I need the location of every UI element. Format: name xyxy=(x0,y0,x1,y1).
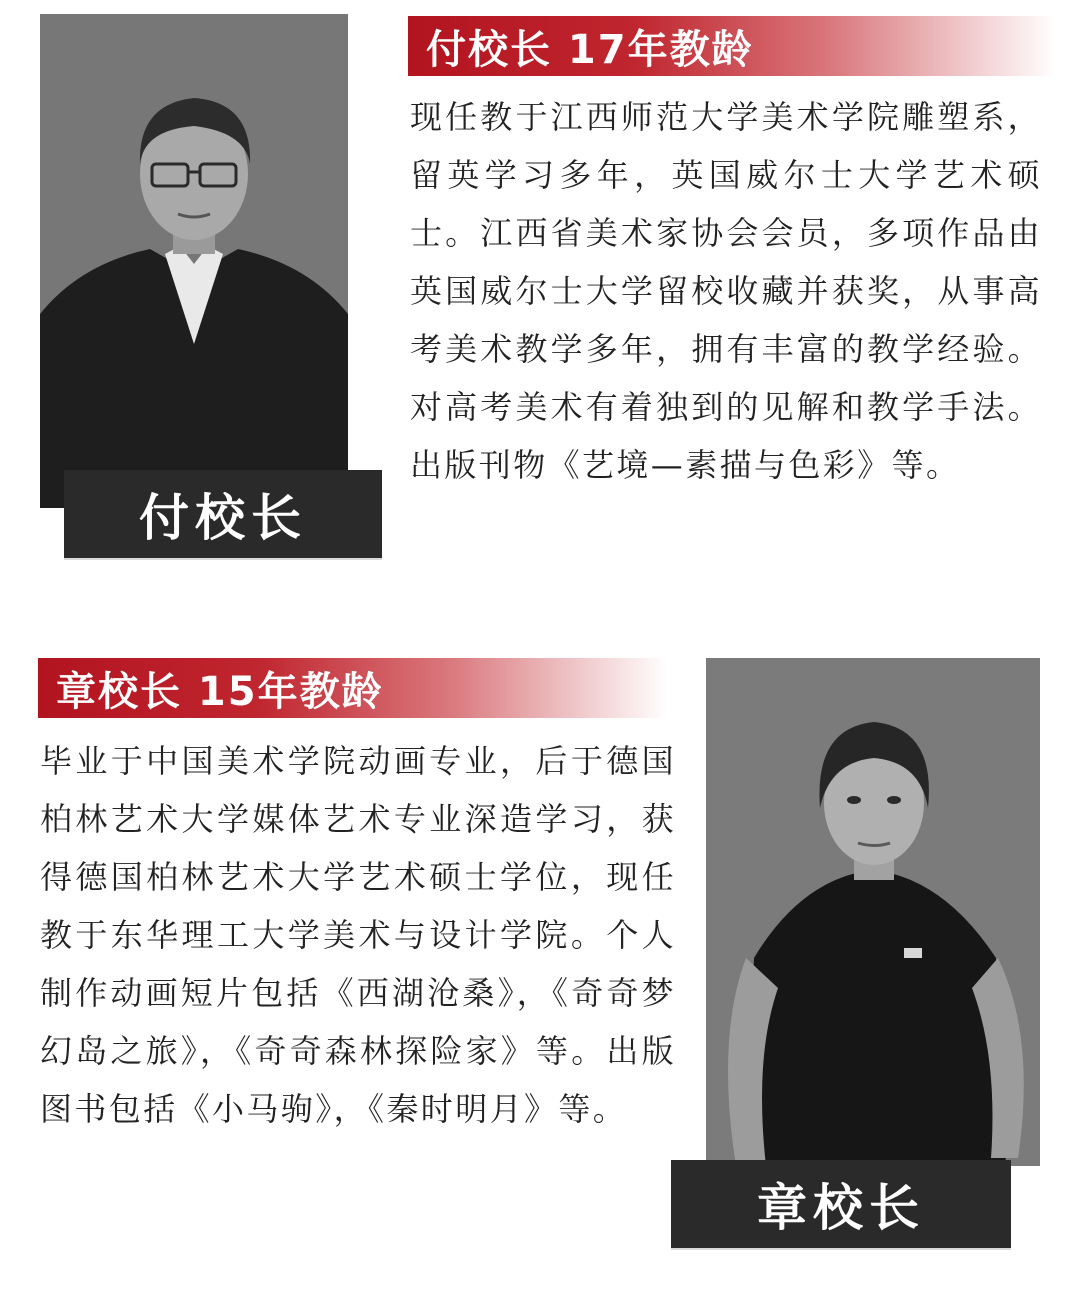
teacher-fu-bio: 现任教于江西师范大学美术学院雕塑系，留英学习多年，英国威尔士大学艺术硕士。江西省美术家协会会员，多项作品由英国威尔士大学留校收藏并获奖，从事高考美术教学多年，拥有丰富的教学经验。对高考美术有着独到的见解和教学手法。出版刊物《艺境—素描与色彩》等。 xyxy=(410,98,1042,484)
teacher-fu-header xyxy=(408,16,1056,76)
teacher-zhang-portrait-image xyxy=(706,658,1040,1166)
teacher-fu-name-plate: 付校长 xyxy=(64,470,382,558)
teacher-zhang-header-text: 章校长 15年教龄 xyxy=(56,668,384,715)
teacher-fu-photo xyxy=(40,14,348,508)
teacher-fu-portrait-image xyxy=(40,14,348,508)
teacher-fu-header-text: 付校长 17年教龄 xyxy=(426,26,754,73)
teacher-zhang-name-plate: 章校长 xyxy=(671,1160,1011,1248)
teacher-zhang-header xyxy=(38,658,668,718)
teacher-zhang-bio: 毕业于中国美术学院动画专业，后于德国柏林艺术大学媒体艺术专业深造学习，获得德国柏林艺术大学艺术硕士学位，现任教于东华理工大学美术与设计学院。个人制作动画短片包括《西湖沧桑》，《奇奇梦幻岛之旅》，《奇奇森林探险家》等。出版图书包括《小马驹》，《秦时明月》等。 xyxy=(40,742,676,1128)
teacher-zhang-photo xyxy=(706,658,1040,1166)
